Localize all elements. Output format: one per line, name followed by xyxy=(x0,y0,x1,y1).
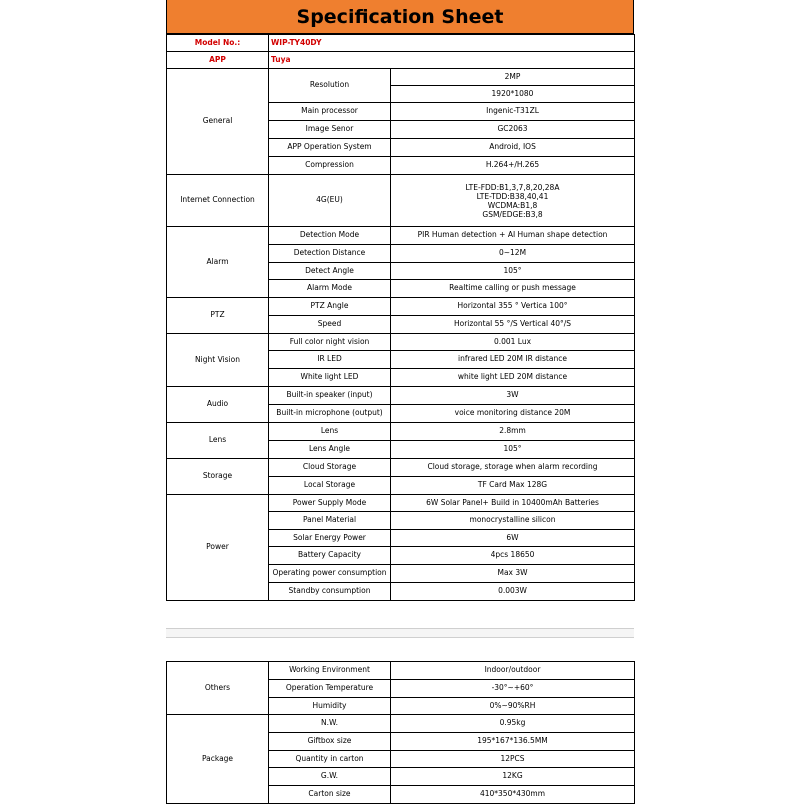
section-internet: Internet Connection xyxy=(167,175,269,227)
spec-value: H.264+/H.265 xyxy=(391,157,635,175)
spec-label: Humidity xyxy=(269,698,391,715)
spec-value: 0~12M xyxy=(391,245,635,263)
section-general: General xyxy=(167,69,269,175)
spec-label: White light LED xyxy=(269,369,391,387)
spec-value: 12PCS xyxy=(391,751,635,768)
spec-label: Operation Temperature xyxy=(269,680,391,698)
spec-value: PIR Human detection + AI Human shape detection xyxy=(391,227,635,245)
spec-label: IR LED xyxy=(269,351,391,369)
spec-value: Realtime calling or push message xyxy=(391,280,635,298)
spec-label: N.W. xyxy=(269,715,391,733)
spec-label: Main processor xyxy=(269,103,391,121)
page-break-divider xyxy=(166,628,634,638)
spec-value: 0%~90%RH xyxy=(391,698,635,715)
spec-value: 195*167*136.5MM xyxy=(391,733,635,751)
spec-label: Built-in speaker (input) xyxy=(269,387,391,405)
spec-label: Compression xyxy=(269,157,391,175)
spec-label: Cloud Storage xyxy=(269,459,391,477)
spec-label: G.W. xyxy=(269,768,391,786)
spec-value: white light LED 20M distance xyxy=(391,369,635,387)
spec-label: Local Storage xyxy=(269,477,391,495)
spec-label: Panel Material xyxy=(269,512,391,530)
spec-value: 105° xyxy=(391,263,635,280)
app-row xyxy=(167,52,635,69)
spec-label: Detect Angle xyxy=(269,263,391,280)
section-others: Others xyxy=(167,662,269,715)
spec-value: monocrystalline silicon xyxy=(391,512,635,530)
section-ptz: PTZ xyxy=(167,298,269,334)
spec-value: Ingenic-T31ZL xyxy=(391,103,635,121)
spec-label: APP Operation System xyxy=(269,139,391,157)
section-night-vision: Night Vision xyxy=(167,334,269,387)
spec-value: 12KG xyxy=(391,768,635,786)
section-alarm: Alarm xyxy=(167,227,269,298)
network-bands xyxy=(391,175,635,227)
band-line: LTE-TDD:B38,40,41 xyxy=(476,191,549,201)
spec-label: 4G(EU) xyxy=(269,175,391,227)
section-package: Package xyxy=(167,715,269,804)
spec-sheet-page-1 xyxy=(166,0,634,601)
spec-label: Alarm Mode xyxy=(269,280,391,298)
spec-value: 0.95kg xyxy=(391,715,635,733)
app-label: APP xyxy=(167,52,269,69)
spec-value: Indoor/outdoor xyxy=(391,662,635,680)
model-label: Model No.: xyxy=(167,35,269,52)
spec-value: Android, IOS xyxy=(391,139,635,157)
spec-value: 410*350*430mm xyxy=(391,786,635,804)
spec-value: 0.001 Lux xyxy=(391,334,635,351)
app-value: Tuya xyxy=(269,52,635,69)
spec-label: Giftbox size xyxy=(269,733,391,751)
spec-value: Max 3W xyxy=(391,565,635,583)
model-row xyxy=(167,35,635,52)
spec-value: 4pcs 18650 xyxy=(391,547,635,565)
spec-label: Full color night vision xyxy=(269,334,391,351)
spec-label: Detection Mode xyxy=(269,227,391,245)
spec-label: Battery Capacity xyxy=(269,547,391,565)
spec-value: voice monitoring distance 20M xyxy=(391,405,635,423)
spec-value: 2MP xyxy=(391,69,635,86)
band-line: GSM/EDGE:B3,8 xyxy=(482,209,543,219)
model-value: WIP-TY40DY xyxy=(269,35,635,52)
spec-label: Working Environment xyxy=(269,662,391,680)
spec-label: Carton size xyxy=(269,786,391,804)
spec-label: Power Supply Mode xyxy=(269,495,391,512)
spec-value: 6W Solar Panel+ Build in 10400mAh Batteries xyxy=(391,495,635,512)
sheet-title: Specification Sheet xyxy=(166,0,634,34)
spec-label: Lens Angle xyxy=(269,441,391,459)
spec-label: Speed xyxy=(269,316,391,334)
spec-value: TF Card Max 128G xyxy=(391,477,635,495)
spec-value: 3W xyxy=(391,387,635,405)
spec-table-continued xyxy=(166,661,635,804)
section-audio: Audio xyxy=(167,387,269,423)
spec-label: PTZ Angle xyxy=(269,298,391,316)
spec-label: Operating power consumption xyxy=(269,565,391,583)
spec-value: 105° xyxy=(391,441,635,459)
spec-value: Cloud storage, storage when alarm recording xyxy=(391,459,635,477)
spec-label: Lens xyxy=(269,423,391,441)
spec-value: 0.003W xyxy=(391,583,635,601)
spec-value: 2.8mm xyxy=(391,423,635,441)
band-line: LTE-FDD:B1,3,7,8,20,28A xyxy=(465,182,560,192)
spec-label: Image Senor xyxy=(269,121,391,139)
spec-label: Resolution xyxy=(269,69,391,103)
section-storage: Storage xyxy=(167,459,269,495)
spec-value: 1920*1080 xyxy=(391,86,635,103)
spec-table xyxy=(166,34,635,601)
spec-value: infrared LED 20M IR distance xyxy=(391,351,635,369)
spec-label: Solar Energy Power xyxy=(269,530,391,547)
section-lens: Lens xyxy=(167,423,269,459)
spec-value: GC2063 xyxy=(391,121,635,139)
section-power: Power xyxy=(167,495,269,601)
spec-value: -30°~+60° xyxy=(391,680,635,698)
spec-label: Standby consumption xyxy=(269,583,391,601)
spec-label: Detection Distance xyxy=(269,245,391,263)
spec-label: Quantity in carton xyxy=(269,751,391,768)
spec-value: Horizontal 355 ° Vertica 100° xyxy=(391,298,635,316)
band-line: WCDMA:B1,8 xyxy=(487,200,538,210)
spec-label: Built-in microphone (output) xyxy=(269,405,391,423)
spec-value: 6W xyxy=(391,530,635,547)
spec-value: Horizontal 55 °/S Vertical 40°/S xyxy=(391,316,635,334)
spec-sheet-page-2 xyxy=(166,661,634,804)
